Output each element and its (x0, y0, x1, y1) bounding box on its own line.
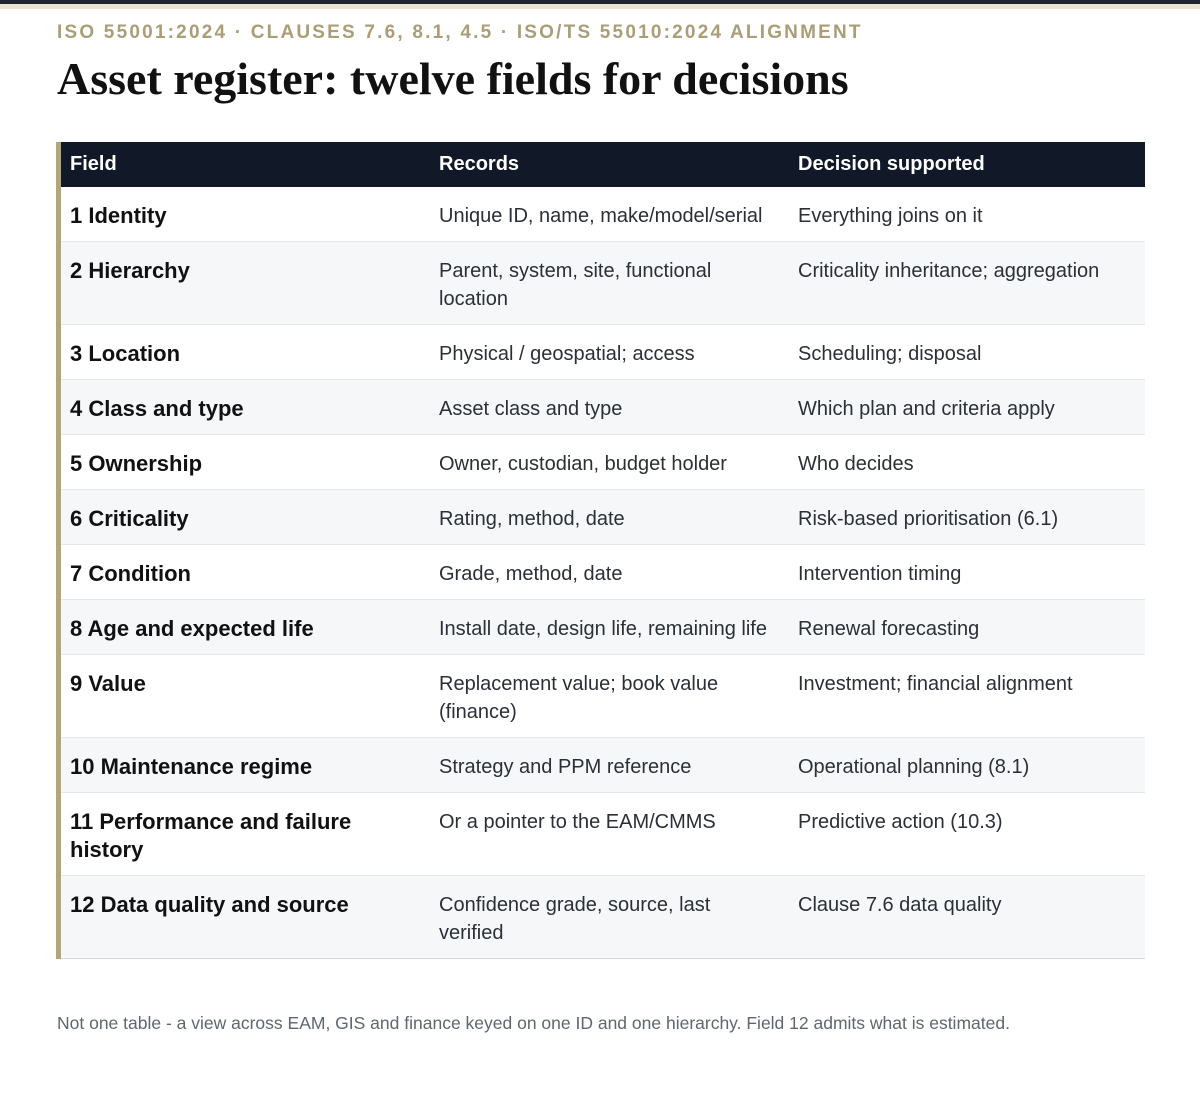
table-row (61, 242, 1145, 325)
decision-cell: Predictive action (10.3) (789, 793, 1145, 876)
page-title: Asset register: twelve fields for decisions (57, 53, 849, 104)
records-cell: Replacement value; book value (finance) (430, 655, 789, 738)
kicker: ISO 55001:2024 · CLAUSES 7.6, 8.1, 4.5 · ISO/TS 55010:2024 ALIGNMENT (57, 22, 863, 43)
decision-cell: Risk-based prioritisation (6.1) (789, 490, 1145, 545)
decision-cell: Criticality inheritance; aggregation (789, 242, 1145, 325)
field-cell: 6 Criticality (61, 490, 430, 545)
table-row (61, 655, 1145, 738)
records-cell: Confidence grade, source, last verified (430, 876, 789, 959)
top-rule-accent (0, 4, 1200, 9)
footnote: Not one table - a view across EAM, GIS and finance keyed on one ID and one hierarchy. Field 12 admits what is estimated. (57, 1013, 1010, 1033)
field-cell: 7 Condition (61, 545, 430, 600)
records-cell: Rating, method, date (430, 490, 789, 545)
decision-cell: Renewal forecasting (789, 600, 1145, 655)
field-cell: 11 Performance and failure history (61, 793, 430, 876)
table-row (61, 325, 1145, 380)
field-cell: 8 Age and expected life (61, 600, 430, 655)
asset-register-table (56, 142, 1145, 959)
field-cell: 2 Hierarchy (61, 242, 430, 325)
records-cell: Strategy and PPM reference (430, 738, 789, 793)
records-cell: Grade, method, date (430, 545, 789, 600)
table-row (61, 435, 1145, 490)
decision-cell: Scheduling; disposal (789, 325, 1145, 380)
field-cell: 4 Class and type (61, 380, 430, 435)
field-cell: 5 Ownership (61, 435, 430, 490)
table-row (61, 600, 1145, 655)
decision-cell: Operational planning (8.1) (789, 738, 1145, 793)
field-cell: 3 Location (61, 325, 430, 380)
table-row (61, 380, 1145, 435)
table-row (61, 545, 1145, 600)
table-header-row (61, 142, 1145, 187)
records-cell: Install date, design life, remaining life (430, 600, 789, 655)
decision-cell: Who decides (789, 435, 1145, 490)
decision-cell: Intervention timing (789, 545, 1145, 600)
records-cell: Unique ID, name, make/model/serial (430, 187, 789, 242)
records-cell: Physical / geospatial; access (430, 325, 789, 380)
decision-cell: Clause 7.6 data quality (789, 876, 1145, 959)
column-header-decision: Decision supported (789, 142, 1145, 187)
table-row (61, 187, 1145, 242)
decision-cell: Everything joins on it (789, 187, 1145, 242)
column-header-records: Records (430, 142, 789, 187)
table-row (61, 793, 1145, 876)
field-cell: 10 Maintenance regime (61, 738, 430, 793)
records-cell: Or a pointer to the EAM/CMMS (430, 793, 789, 876)
records-cell: Owner, custodian, budget holder (430, 435, 789, 490)
field-cell: 9 Value (61, 655, 430, 738)
field-cell: 1 Identity (61, 187, 430, 242)
decision-cell: Which plan and criteria apply (789, 380, 1145, 435)
table-row (61, 490, 1145, 545)
field-cell: 12 Data quality and source (61, 876, 430, 959)
table-row (61, 876, 1145, 959)
records-cell: Asset class and type (430, 380, 789, 435)
records-cell: Parent, system, site, functional location (430, 242, 789, 325)
column-header-field: Field (61, 142, 430, 187)
decision-cell: Investment; financial alignment (789, 655, 1145, 738)
table-row (61, 738, 1145, 793)
